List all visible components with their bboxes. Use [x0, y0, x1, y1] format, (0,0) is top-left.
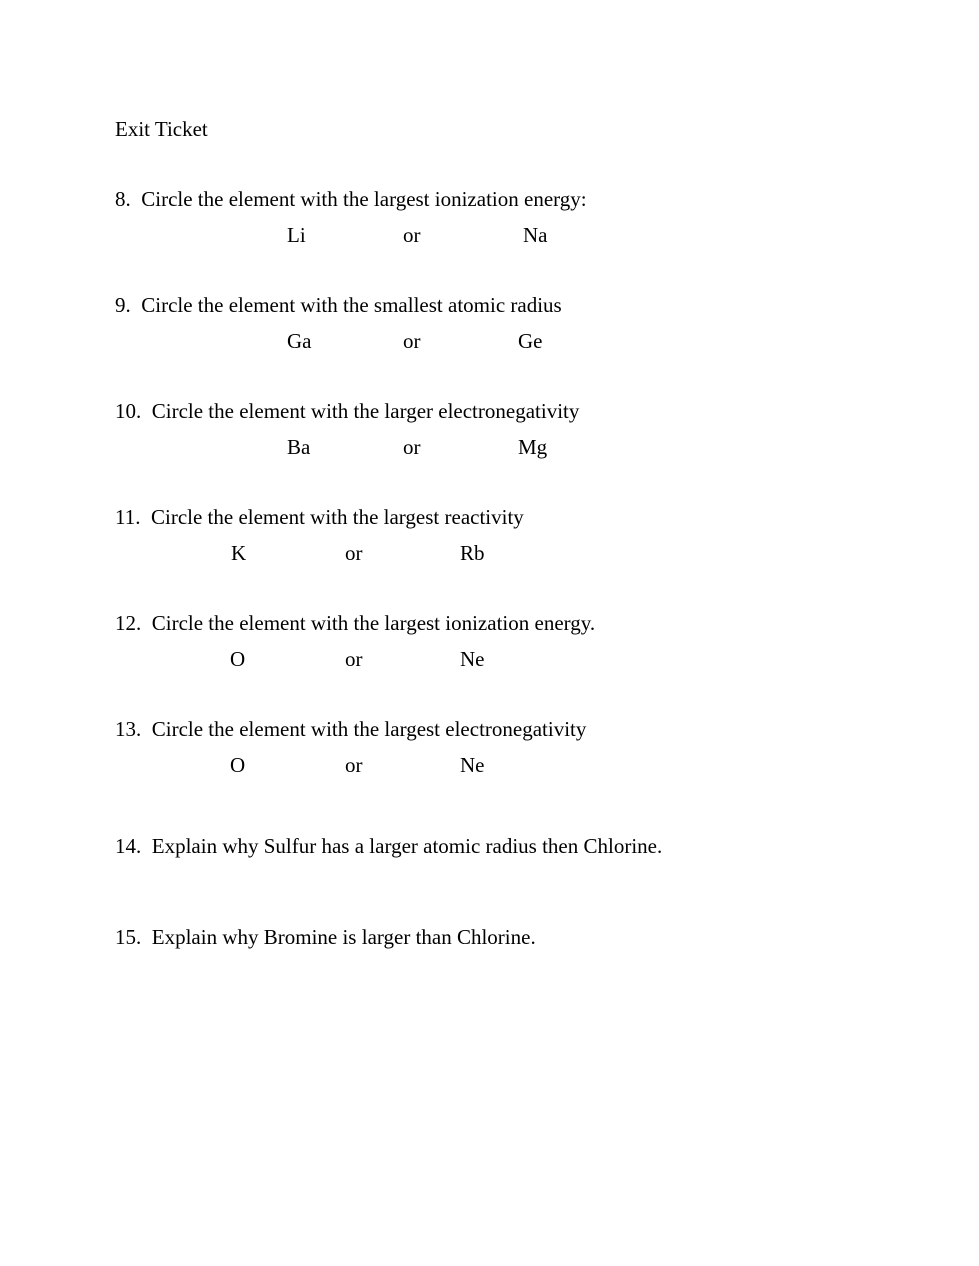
- choice-li[interactable]: Li: [287, 223, 306, 247]
- choice-separator: or: [403, 223, 421, 247]
- question-15: [115, 927, 536, 948]
- choice-separator: or: [345, 753, 363, 777]
- choice-mg[interactable]: Mg: [518, 435, 548, 459]
- choice-ne[interactable]: Ne: [460, 647, 485, 671]
- choice-separator: or: [403, 435, 421, 459]
- choice-o[interactable]: O: [230, 647, 246, 671]
- choice-k[interactable]: K: [231, 541, 247, 565]
- question-number: 9.: [115, 293, 131, 317]
- question-number: 8.: [115, 187, 131, 211]
- page-title: Exit Ticket: [115, 117, 208, 141]
- question-10: [115, 401, 579, 422]
- question-text: Circle the element with the smallest atomic radius: [141, 293, 562, 317]
- choice-rb[interactable]: Rb: [460, 541, 485, 565]
- choice-ba[interactable]: Ba: [287, 435, 311, 459]
- choice-separator: or: [345, 647, 363, 671]
- choice-o[interactable]: O: [230, 753, 246, 777]
- question-number: 14.: [115, 834, 142, 858]
- question-text: Circle the element with the largest reactivity: [150, 505, 524, 529]
- question-number: 11.: [115, 505, 141, 529]
- question-number: 10.: [115, 399, 142, 423]
- choice-separator: or: [345, 541, 363, 565]
- question-11: [115, 507, 524, 528]
- choice-ga[interactable]: Ga: [287, 329, 312, 353]
- question-8: [115, 189, 587, 210]
- question-12: [115, 613, 595, 634]
- choice-ne[interactable]: Ne: [460, 753, 485, 777]
- question-9: [115, 295, 562, 316]
- question-text: Circle the element with the largest electronegativity: [151, 717, 587, 741]
- question-13: [115, 719, 586, 740]
- question-text: Explain why Bromine is larger than Chlorine.: [151, 925, 536, 949]
- choice-separator: or: [403, 329, 421, 353]
- question-number: 13.: [115, 717, 142, 741]
- choice-ge[interactable]: Ge: [518, 329, 543, 353]
- question-number: 12.: [115, 611, 142, 635]
- question-text: Circle the element with the larger electronegativity: [151, 399, 580, 423]
- question-text: Explain why Sulfur has a larger atomic radius then Chlorine.: [151, 834, 663, 858]
- question-text: Circle the element with the largest ionization energy:: [141, 187, 587, 211]
- question-text: Circle the element with the largest ionization energy.: [151, 611, 596, 635]
- choice-na[interactable]: Na: [523, 223, 548, 247]
- question-14: [115, 836, 662, 857]
- question-number: 15.: [115, 925, 142, 949]
